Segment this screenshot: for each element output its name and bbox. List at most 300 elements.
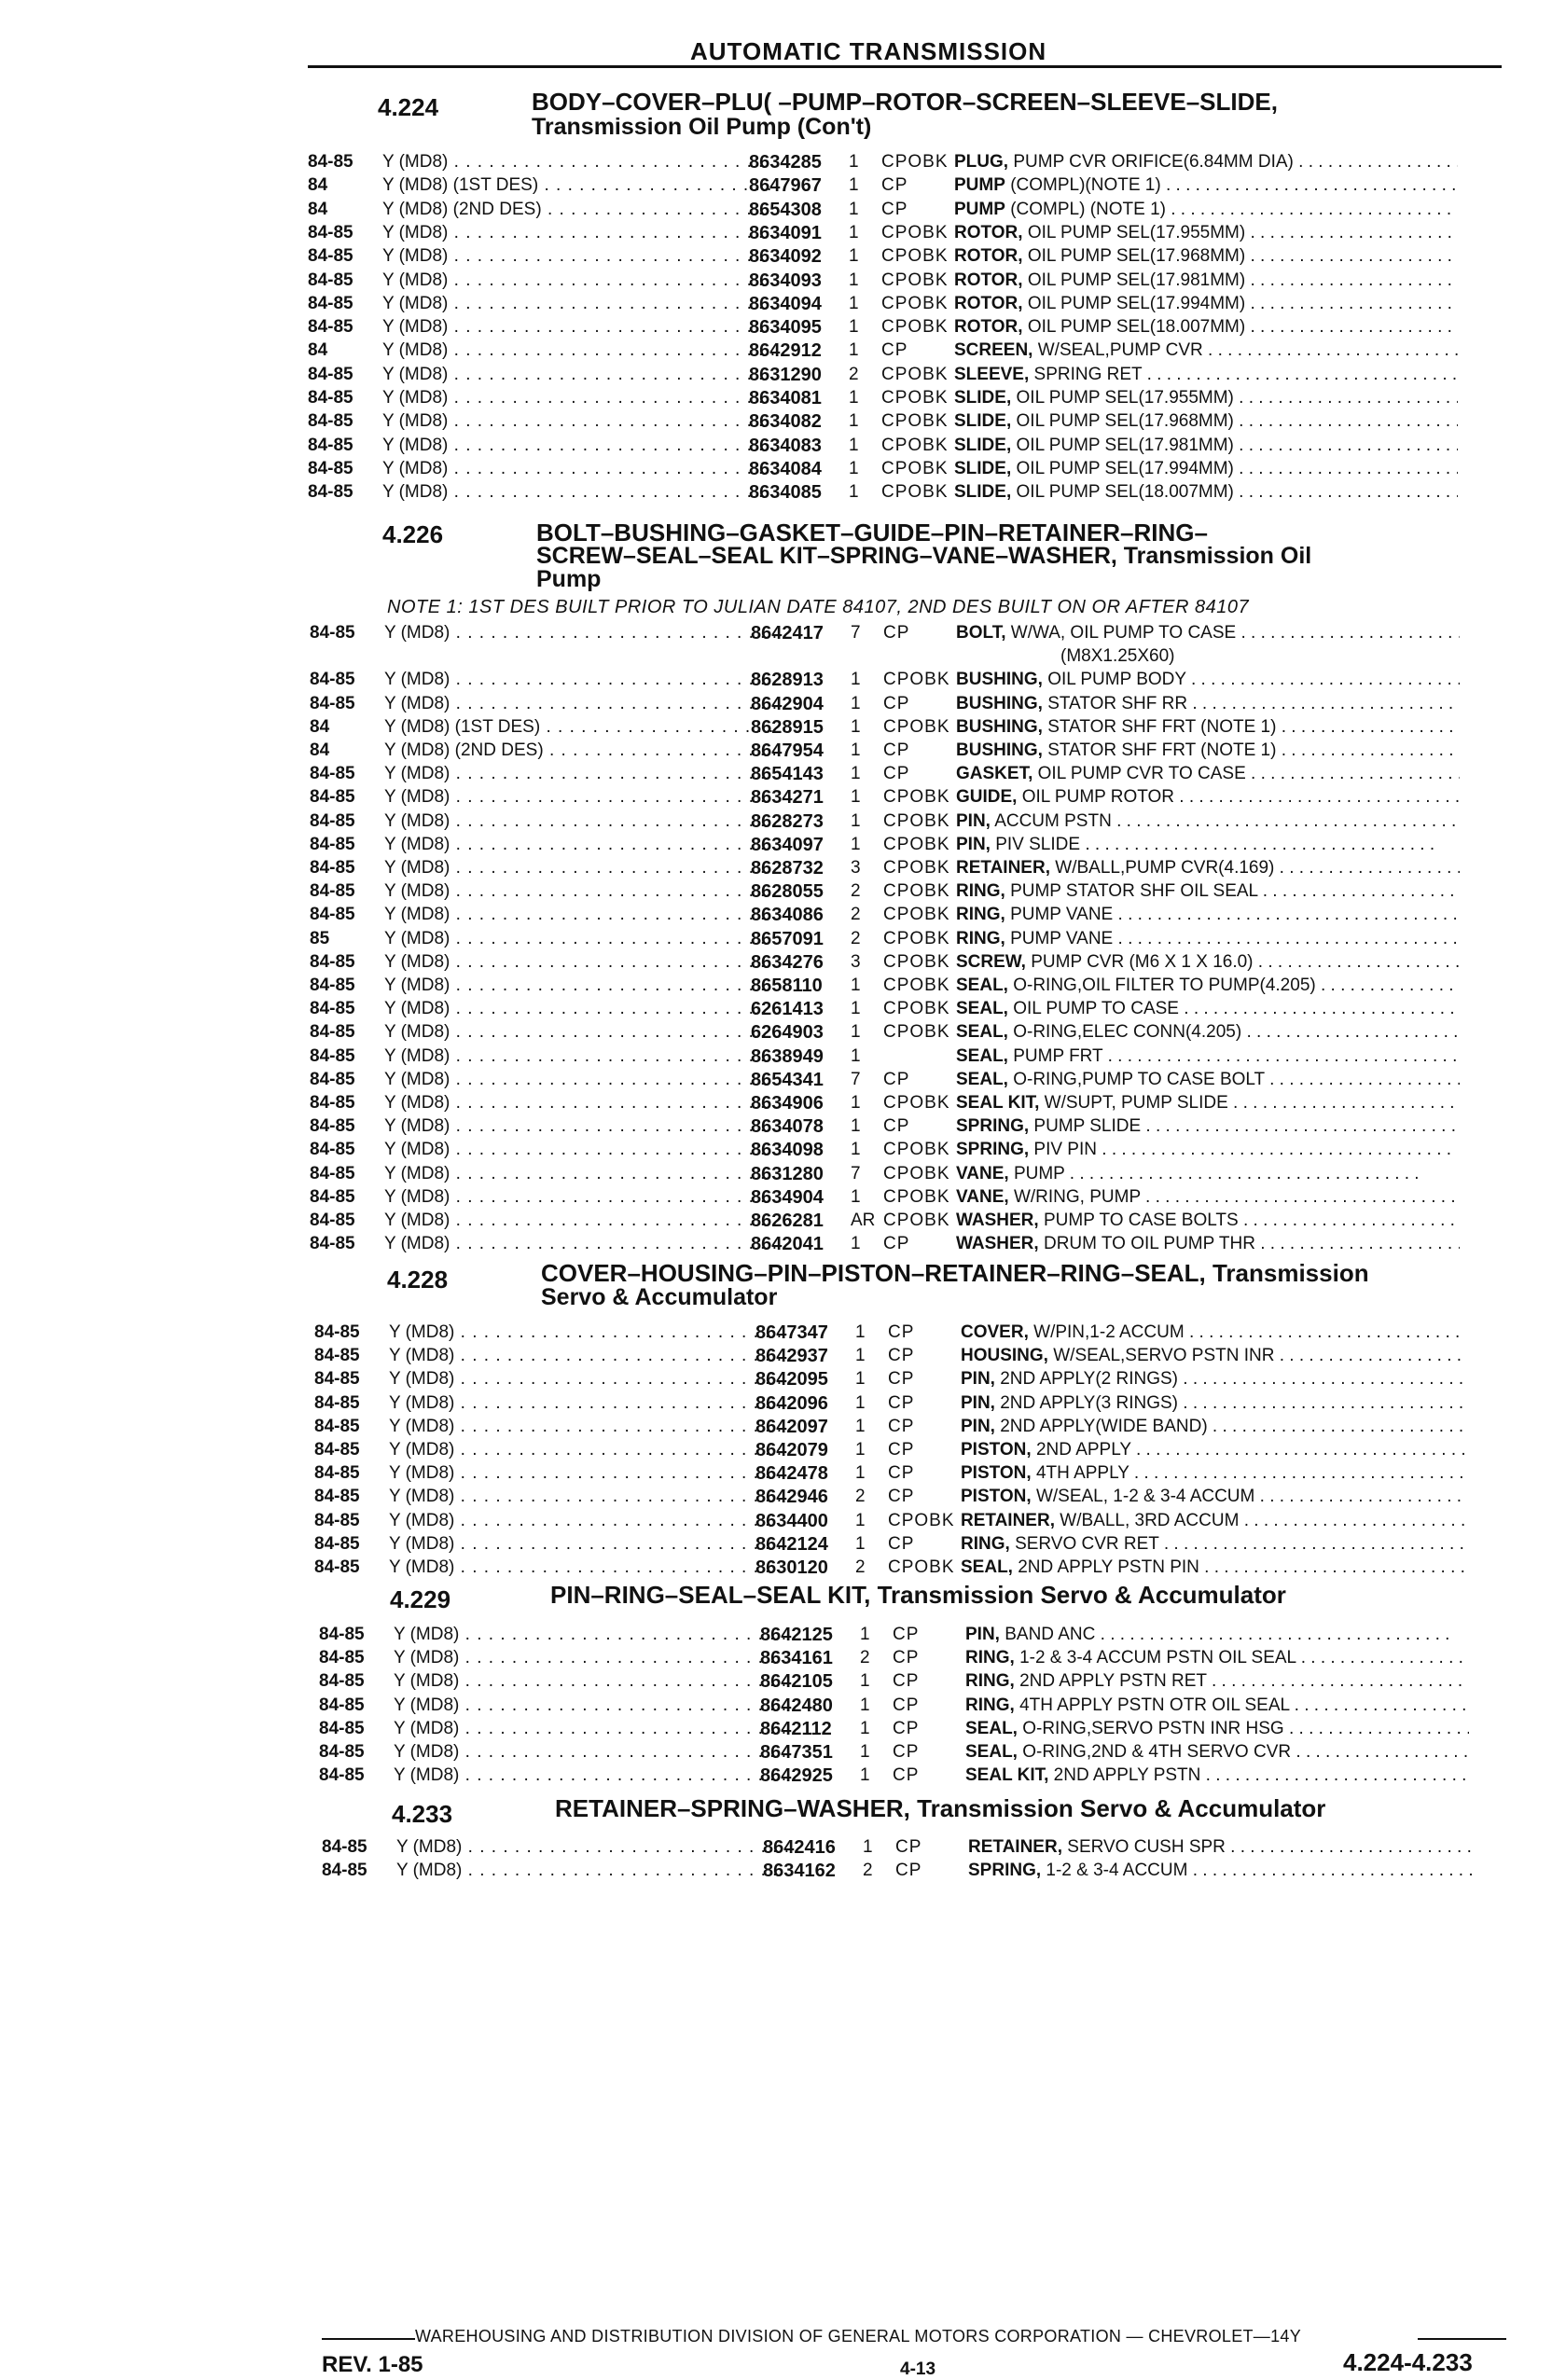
model-code: Y (MD8) . . . [389, 1369, 785, 1390]
part-detail: OIL PUMP CVR TO CASE . . . [1038, 764, 1460, 783]
model-code: Y (MD8) . . . [384, 1070, 781, 1090]
revision-label: REV. 1-85 [322, 2352, 423, 2377]
model-year: 84-85 [310, 1164, 355, 1183]
part-description [956, 976, 1460, 996]
part-row [310, 929, 1513, 952]
part-detail: 1-2 & 3-4 ACCUM . . . [1046, 1861, 1472, 1880]
part-row [310, 787, 1513, 810]
part-name: PIN, [961, 1369, 995, 1389]
part-detail: SERVO CVR RET . . . [1015, 1534, 1464, 1554]
class-code: CPOBK [883, 1022, 950, 1042]
part-name: SEAL KIT, [965, 1765, 1049, 1785]
class-code: CPOBK [883, 670, 950, 689]
class-code: CPOBK [883, 1140, 950, 1159]
model-year: 84-85 [310, 1187, 355, 1207]
part-row [308, 223, 1511, 246]
part-detail: (COMPL) (NOTE 1) . . . [1010, 200, 1458, 219]
part-detail: OIL PUMP SEL(17.955MM) . . . [1017, 388, 1458, 408]
model-code: Y (MD8) . . . [384, 623, 781, 643]
part-row [319, 1695, 1522, 1719]
part-number: 8642480 [760, 1695, 833, 1716]
quantity: AR [851, 1211, 876, 1230]
part-number: 8642079 [755, 1440, 828, 1460]
part-row [308, 175, 1511, 199]
part-description-continued: (M8X1.25X60) [1060, 646, 1175, 666]
part-detail: SERVO CUSH SPR . . . [1067, 1837, 1472, 1857]
section-number: 4.228 [387, 1266, 449, 1294]
part-description [954, 482, 1458, 503]
class-code: CP [883, 1116, 910, 1136]
part-description [956, 670, 1460, 690]
part-row [310, 694, 1513, 717]
model-code: Y (MD8) . . . [384, 787, 781, 808]
part-description [954, 317, 1458, 338]
part-description [954, 246, 1458, 267]
part-row [308, 436, 1511, 459]
part-number: 8642097 [755, 1417, 828, 1437]
model-code: Y (MD8) . . . [384, 1140, 781, 1160]
part-name: PIN, [956, 811, 991, 831]
model-code: Y (MD8) . . . [384, 694, 781, 714]
quantity: 1 [849, 200, 859, 219]
page-number: 4-13 [900, 2359, 936, 2379]
model-code: Y (MD8) . . . [382, 411, 779, 432]
model-year: 84-85 [310, 952, 355, 972]
part-number: 8642904 [751, 694, 824, 714]
part-description [956, 811, 1460, 832]
quantity: 1 [851, 694, 861, 713]
part-row [310, 905, 1513, 928]
part-description [965, 1648, 1469, 1668]
part-name: WASHER, [956, 1211, 1039, 1230]
part-row [310, 1046, 1513, 1070]
class-code: CPOBK [881, 152, 949, 172]
model-year: 84-85 [308, 459, 353, 478]
model-year: 84-85 [314, 1369, 360, 1389]
quantity: 7 [851, 623, 861, 643]
class-code: CP [888, 1417, 915, 1436]
part-number: 8631290 [749, 365, 822, 385]
model-year: 84-85 [319, 1671, 365, 1691]
model-code: Y (MD8) . . . [389, 1440, 785, 1460]
model-year: 84-85 [310, 787, 355, 807]
class-code: CP [888, 1487, 915, 1506]
part-row [322, 1837, 1525, 1861]
part-number: 8634906 [751, 1093, 824, 1114]
quantity: 1 [851, 1022, 861, 1042]
model-year: 84-85 [319, 1648, 365, 1667]
quantity: 1 [860, 1625, 870, 1644]
part-detail: 1-2 & 3-4 ACCUM PSTN OIL SEAL . . . [1019, 1648, 1469, 1667]
quantity: 1 [860, 1742, 870, 1762]
model-year: 84-85 [314, 1393, 360, 1413]
model-year: 84-85 [314, 1322, 360, 1342]
part-description [954, 200, 1458, 220]
part-name: SEAL, [956, 1022, 1008, 1042]
part-detail: PUMP VANE . . . [1010, 929, 1460, 948]
part-detail: 4TH APPLY PSTN OTR OIL SEAL . . . [1019, 1695, 1469, 1715]
section-title: PIN–RING–SEAL–SEAL KIT, Transmission Servo & Accumulator [550, 1581, 1286, 1609]
part-name: PIN, [965, 1625, 1000, 1644]
part-row [314, 1463, 1517, 1487]
part-detail: PUMP VANE . . . [1010, 905, 1460, 924]
part-detail: OIL PUMP SEL(17.994MM) . . . [1028, 294, 1458, 313]
part-name: ROTOR, [954, 223, 1023, 242]
part-row [310, 1211, 1513, 1234]
part-number: 8634084 [749, 459, 822, 479]
part-detail: 2ND APPLY PSTN PIN . . . [1018, 1557, 1464, 1577]
model-code: Y (MD8) (2ND DES) . . . [382, 200, 779, 220]
part-description [956, 1140, 1460, 1160]
part-row [319, 1625, 1522, 1648]
part-description [954, 459, 1458, 479]
part-number: 8642417 [751, 623, 824, 643]
section-note: NOTE 1: 1ST DES BUILT PRIOR TO JULIAN DATE 84107, 2ND DES BUILT ON OR AFTER 84107 [387, 597, 1250, 617]
quantity: 1 [851, 999, 861, 1018]
part-name: BOLT, [956, 623, 1006, 643]
model-year: 84-85 [308, 223, 353, 242]
model-year: 84 [308, 175, 328, 195]
model-code: Y (MD8) . . . [384, 1211, 781, 1231]
model-year: 84-85 [314, 1346, 360, 1365]
part-name: RING, [961, 1534, 1010, 1554]
part-name: PUMP [954, 175, 1005, 195]
model-code: Y (MD8) . . . [389, 1346, 785, 1366]
model-year: 84-85 [308, 365, 353, 384]
part-detail: PUMP FRT . . . [1013, 1046, 1457, 1066]
model-year: 84-85 [314, 1417, 360, 1436]
part-name: VANE, [956, 1187, 1009, 1207]
part-number: 8634082 [749, 411, 822, 432]
class-code: CPOBK [881, 246, 949, 266]
quantity: 1 [851, 717, 861, 737]
part-number: 8642478 [755, 1463, 828, 1484]
part-number: 8634098 [751, 1140, 824, 1160]
class-code: CPOBK [881, 411, 949, 431]
part-description [954, 223, 1458, 243]
part-description [956, 787, 1460, 808]
class-code: CP [888, 1346, 915, 1365]
quantity: 1 [855, 1440, 866, 1460]
part-number: 8634078 [751, 1116, 824, 1137]
part-row [314, 1511, 1517, 1534]
model-code: Y (MD8) . . . [382, 223, 779, 243]
part-description [956, 952, 1460, 973]
part-row [314, 1369, 1517, 1392]
part-description [954, 436, 1458, 456]
model-year: 84-85 [308, 436, 353, 455]
model-code: Y (MD8) . . . [389, 1322, 785, 1343]
model-code: Y (MD8) . . . [384, 881, 781, 902]
quantity: 2 [855, 1557, 866, 1577]
part-detail: O-RING,SERVO PSTN INR HSG . . . [1022, 1719, 1469, 1738]
part-number: 8642937 [755, 1346, 828, 1366]
model-year: 84-85 [319, 1625, 365, 1644]
part-description [956, 1234, 1460, 1254]
part-detail: 2ND APPLY PSTN . . . [1054, 1765, 1469, 1785]
part-number: 8642125 [760, 1625, 833, 1645]
part-detail: OIL PUMP SEL(17.968MM) . . . [1028, 246, 1458, 266]
model-code: Y (MD8) . . . [389, 1393, 785, 1414]
part-detail: PUMP CVR ORIFICE(6.84MM DIA) . . . [1013, 152, 1458, 172]
section-title: COVER–HOUSING–PIN–PISTON–RETAINER–RING–SEAL, Transmission [541, 1259, 1369, 1287]
part-number: 8630120 [755, 1557, 828, 1578]
quantity: 1 [851, 787, 861, 807]
part-number: 8634086 [751, 905, 824, 925]
part-row [314, 1393, 1517, 1417]
model-year: 84-85 [310, 1211, 355, 1230]
part-name: RING, [965, 1671, 1015, 1691]
section-number: 4.226 [382, 520, 444, 548]
class-code: CPOBK [881, 294, 949, 313]
part-number: 8647347 [755, 1322, 828, 1343]
model-year: 84-85 [310, 1140, 355, 1159]
part-name: SLIDE, [954, 388, 1012, 408]
section-range: 4.224-4.233 [1343, 2348, 1473, 2376]
part-description [956, 929, 1460, 949]
part-number: 8634093 [749, 270, 822, 291]
quantity: 1 [855, 1511, 866, 1530]
part-number: 8634162 [763, 1861, 836, 1881]
part-name: VANE, [956, 1164, 1009, 1183]
part-number: 8634092 [749, 246, 822, 267]
part-detail: OIL PUMP SEL(18.007MM) . . . [1028, 317, 1458, 337]
part-number: 8634085 [749, 482, 822, 503]
class-code: CP [893, 1648, 920, 1667]
model-code: Y (MD8) . . . [394, 1695, 790, 1716]
part-detail: PUMP SLIDE . . . [1033, 1116, 1460, 1136]
part-name: SLIDE, [954, 459, 1012, 478]
part-description [965, 1719, 1469, 1739]
class-code: CPOBK [883, 787, 950, 807]
part-name: SPRING, [956, 1140, 1030, 1159]
quantity: 1 [860, 1719, 870, 1738]
part-description [961, 1417, 1464, 1437]
part-detail: PUMP TO CASE BOLTS . . . [1044, 1211, 1460, 1230]
model-code: Y (MD8) . . . [396, 1861, 793, 1881]
model-year: 84-85 [314, 1511, 360, 1530]
part-description [954, 270, 1458, 291]
part-detail: W/RING, PUMP . . . [1014, 1187, 1460, 1207]
quantity: 1 [849, 223, 859, 242]
quantity: 1 [855, 1369, 866, 1389]
part-row [310, 1140, 1513, 1163]
model-code: Y (MD8) . . . [382, 270, 779, 291]
model-year: 84-85 [322, 1837, 367, 1857]
part-row [308, 152, 1511, 175]
part-description [965, 1695, 1469, 1716]
quantity: 1 [849, 482, 859, 502]
quantity: 1 [855, 1534, 866, 1554]
part-number: 8654143 [751, 764, 824, 784]
part-detail: PIV PIN . . . [1033, 1140, 1451, 1159]
part-row [308, 388, 1511, 411]
section-subtitle: Transmission Oil Pump (Con't) [532, 114, 872, 140]
part-description [956, 1211, 1460, 1231]
part-row [310, 764, 1513, 787]
footer-division: WAREHOUSING AND DISTRIBUTION DIVISION OF GENERAL MOTORS CORPORATION — CHEVROLET—14Y [415, 2327, 1302, 2345]
part-detail: 4TH APPLY . . . [1036, 1463, 1464, 1483]
part-name: SEAL KIT, [956, 1093, 1040, 1113]
part-number: 8634271 [751, 787, 824, 808]
part-row [310, 1022, 1513, 1045]
part-name: RING, [965, 1648, 1015, 1667]
part-detail: STATOR SHF RR . . . [1047, 694, 1460, 713]
model-code: Y (MD8) . . . [389, 1417, 785, 1437]
part-number: 8657091 [751, 929, 824, 949]
quantity: 1 [849, 270, 859, 290]
part-description [954, 340, 1458, 361]
model-code: Y (MD8) . . . [382, 365, 779, 385]
part-number: 8642416 [763, 1837, 836, 1858]
quantity: 1 [849, 436, 859, 455]
section-number: 4.224 [378, 93, 439, 121]
model-year: 84-85 [310, 764, 355, 783]
part-number: 8634094 [749, 294, 822, 314]
part-name: SEAL, [956, 1070, 1008, 1089]
part-name: PLUG, [954, 152, 1009, 172]
part-row [308, 340, 1511, 364]
part-description [954, 152, 1458, 173]
class-code: CP [883, 764, 910, 783]
part-detail: ACCUM PSTN . . . [994, 811, 1460, 831]
part-number: 8626281 [751, 1211, 824, 1231]
part-name: RING, [956, 905, 1005, 924]
class-code: CPOBK [888, 1511, 955, 1530]
part-row [310, 1116, 1513, 1140]
part-detail: W/SUPT, PUMP SLIDE . . . [1045, 1093, 1460, 1113]
part-name: SCREEN, [954, 340, 1033, 360]
part-row [308, 365, 1511, 388]
part-detail: O-RING,OIL FILTER TO PUMP(4.205) . . . [1013, 976, 1460, 995]
quantity: 1 [851, 1187, 861, 1207]
model-year: 84 [308, 200, 328, 219]
part-number: 8642105 [760, 1671, 833, 1692]
model-code: Y (MD8) . . . [384, 1164, 781, 1184]
part-row [310, 1234, 1513, 1257]
part-name: BUSHING, [956, 717, 1043, 737]
model-code: Y (MD8) . . . [382, 482, 779, 503]
part-description [956, 740, 1460, 761]
part-number: 8634904 [751, 1187, 824, 1208]
quantity: 1 [860, 1695, 870, 1715]
class-code: CP [893, 1671, 920, 1691]
model-code: Y (MD8) . . . [389, 1534, 785, 1555]
part-name: RETAINER, [961, 1511, 1055, 1530]
part-detail: W/SEAL,SERVO PSTN INR . . . [1053, 1346, 1464, 1365]
model-year: 84-85 [308, 152, 353, 172]
part-description [965, 1625, 1469, 1645]
class-code: CP [893, 1719, 920, 1738]
part-detail: 2ND APPLY(WIDE BAND) . . . [1000, 1417, 1464, 1436]
class-code: CP [888, 1534, 915, 1554]
part-detail: OIL PUMP SEL(17.994MM) . . . [1017, 459, 1458, 478]
model-code: Y (MD8) (1ST DES) . . . [382, 175, 779, 196]
class-code: CPOBK [881, 388, 949, 408]
class-code: CPOBK [883, 717, 950, 737]
part-row [310, 1070, 1513, 1093]
part-description [961, 1511, 1464, 1531]
model-year: 84 [310, 740, 330, 760]
class-code: CPOBK [883, 952, 950, 972]
model-code: Y (MD8) . . . [394, 1742, 790, 1763]
quantity: 3 [851, 858, 861, 878]
class-code: CPOBK [881, 459, 949, 478]
part-detail: PUMP . . . [1014, 1164, 1420, 1183]
quantity: 1 [855, 1417, 866, 1436]
model-code: Y (MD8) . . . [389, 1463, 785, 1484]
part-name: SLIDE, [954, 436, 1012, 455]
quantity: 1 [851, 740, 861, 760]
part-name: SPRING, [956, 1116, 1030, 1136]
model-code: Y (MD8) . . . [382, 459, 779, 479]
model-code: Y (MD8) . . . [382, 340, 779, 361]
class-code: CPOBK [883, 1164, 950, 1183]
part-detail: OIL PUMP SEL(18.007MM) . . . [1017, 482, 1458, 502]
part-description [954, 294, 1458, 314]
class-code: CP [883, 740, 910, 760]
section-title: BOLT–BUSHING–GASKET–GUIDE–PIN–RETAINER–RING– [536, 519, 1208, 547]
part-name: WASHER, [956, 1234, 1039, 1253]
model-code: Y (MD8) . . . [384, 1187, 781, 1208]
part-name: BUSHING, [956, 694, 1043, 713]
part-row [308, 317, 1511, 340]
part-detail: PUMP STATOR SHF OIL SEAL . . . [1010, 881, 1460, 901]
part-name: HOUSING, [961, 1346, 1048, 1365]
part-name: PISTON, [961, 1487, 1032, 1506]
section-number: 4.233 [392, 1800, 453, 1828]
quantity: 1 [860, 1765, 870, 1785]
quantity: 1 [851, 1093, 861, 1113]
class-code: CPOBK [883, 976, 950, 995]
part-row [319, 1765, 1522, 1789]
part-description [954, 365, 1458, 385]
part-name: RETAINER, [968, 1837, 1062, 1857]
part-detail: PUMP CVR (M6 X 1 X 16.0) . . . [1031, 952, 1460, 972]
part-detail: 2ND APPLY(3 RINGS) . . . [1000, 1393, 1464, 1413]
model-code: Y (MD8) . . . [384, 999, 781, 1019]
model-year: 84-85 [310, 694, 355, 713]
part-name: PISTON, [961, 1463, 1032, 1483]
model-year: 84-85 [308, 294, 353, 313]
part-name: SLIDE, [954, 482, 1012, 502]
part-detail: OIL PUMP SEL(17.981MM) . . . [1017, 436, 1458, 455]
part-description [961, 1463, 1464, 1484]
part-row [314, 1534, 1517, 1557]
model-code: Y (MD8) (2ND DES) . . . [384, 740, 781, 761]
part-row [308, 294, 1511, 317]
section-number: 4.229 [390, 1585, 451, 1613]
model-code: Y (MD8) . . . [384, 1022, 781, 1043]
part-name: PIN, [956, 835, 991, 854]
part-name: RETAINER, [956, 858, 1050, 878]
model-year: 84-85 [310, 976, 355, 995]
part-description [961, 1393, 1464, 1414]
model-code: Y (MD8) . . . [384, 1046, 781, 1067]
quantity: 1 [849, 317, 859, 337]
section-title: RETAINER–SPRING–WASHER, Transmission Servo & Accumulator [555, 1794, 1326, 1822]
quantity: 1 [851, 1046, 861, 1066]
model-code: Y (MD8) . . . [384, 905, 781, 925]
part-detail: O-RING,2ND & 4TH SERVO CVR . . . [1022, 1742, 1469, 1762]
part-detail: (COMPL)(NOTE 1) . . . [1010, 175, 1458, 195]
part-row [308, 482, 1511, 505]
quantity: 2 [851, 929, 861, 948]
part-name: BUSHING, [956, 670, 1043, 689]
part-detail: W/SEAL,PUMP CVR . . . [1038, 340, 1458, 360]
part-number: 8642096 [755, 1393, 828, 1414]
model-year: 84-85 [310, 858, 355, 878]
